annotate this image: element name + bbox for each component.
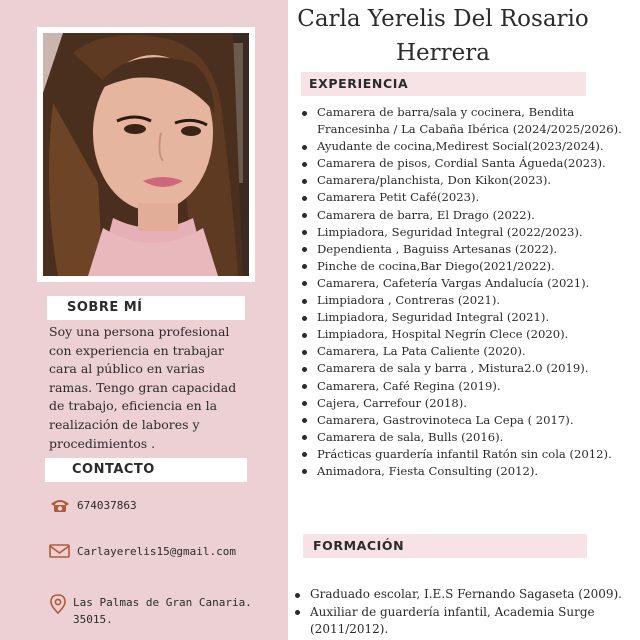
list-item: Pinche de cocina,Bar Diego(2021/2022). [301,258,631,275]
list-item: Limpiadora, Seguridad Integral (2021). [301,309,631,326]
address: Las Palmas de Gran Canaria. 35015. [73,596,252,626]
profile-photo-frame [37,27,255,282]
list-item: Dependienta , Baguiss Artesanas (2022). [301,241,631,258]
list-item: Animadora, Fiesta Consulting (2012). [301,463,631,480]
contact-email [49,543,236,560]
education-heading: FORMACIÓN [303,534,587,558]
location-pin-icon [49,594,67,614]
list-item: Graduado escolar, I.E.S Fernando Sagaseta (2009). [294,586,634,604]
list-item: Camarera de barra, El Drago (2022). [301,207,631,224]
list-item: Camarera Petit Café(2023). [301,189,631,206]
list-item: Ayudante de cocina,Medirest Social(2023/2024). [301,138,631,155]
phone-icon [49,497,71,513]
list-item: Limpiadora , Contreras (2021). [301,292,631,309]
mail-icon [49,543,71,559]
list-item: Limpiadora, Hospital Negrín Clece (2020). [301,326,631,343]
list-item: Camarera de pisos, Cordial Santa Águeda(2023). [301,155,631,172]
full-name: Carla Yerelis Del Rosario Herrera [297,6,589,66]
experience-list [301,104,631,480]
list-item: Camarera, Café Regina (2019). [301,378,631,395]
about-heading: SOBRE MÍ [47,296,245,320]
list-item: Camarera/planchista, Don Kikon(2023). [301,172,631,189]
list-item: Camarera, La Pata Caliente (2020). [301,343,631,360]
contact-heading: CONTACTO [45,458,247,482]
list-item: Camarera de barra/sala y cocinera, Bendita Francesinha / La Cabaña Ibérica (2024/2025/2026). [301,104,631,138]
education-list [294,586,634,639]
about-text: Soy una persona profesional con experiencia en trabajar cara al público en varias ramas. Tengo gran capacidad de trabajo, eficiencia en la realización de labores y procedimientos . [49,324,237,451]
email-address[interactable]: Carlayerelis15@gmail.com [77,545,236,558]
list-item: Camarera, Cafetería Vargas Andalucía (2021). [301,275,631,292]
list-item: Auxiliar de guardería infantil, Academia Surge (2011/2012). [294,604,634,639]
list-item: Limpiadora, Seguridad Integral (2022/2023). [301,224,631,241]
profile-photo [43,33,249,276]
list-item: Cajera, Carrefour (2018). [301,395,631,412]
list-item: Camarera, Gastrovinoteca La Cepa ( 2017). [301,412,631,429]
sidebar [0,0,288,640]
contact-address [49,594,269,628]
experience-heading: EXPERIENCIA [301,72,586,96]
list-item: Camarera de sala y barra , Mistura2.0 (2019). [301,360,631,377]
list-item: Camarera de sala, Bulls (2016). [301,429,631,446]
list-item: Prácticas guardería infantil Ratón sin cola (2012). [301,446,631,463]
contact-phone [49,497,137,514]
phone-number[interactable]: 674037863 [77,499,137,512]
portrait-illustration [43,33,249,276]
